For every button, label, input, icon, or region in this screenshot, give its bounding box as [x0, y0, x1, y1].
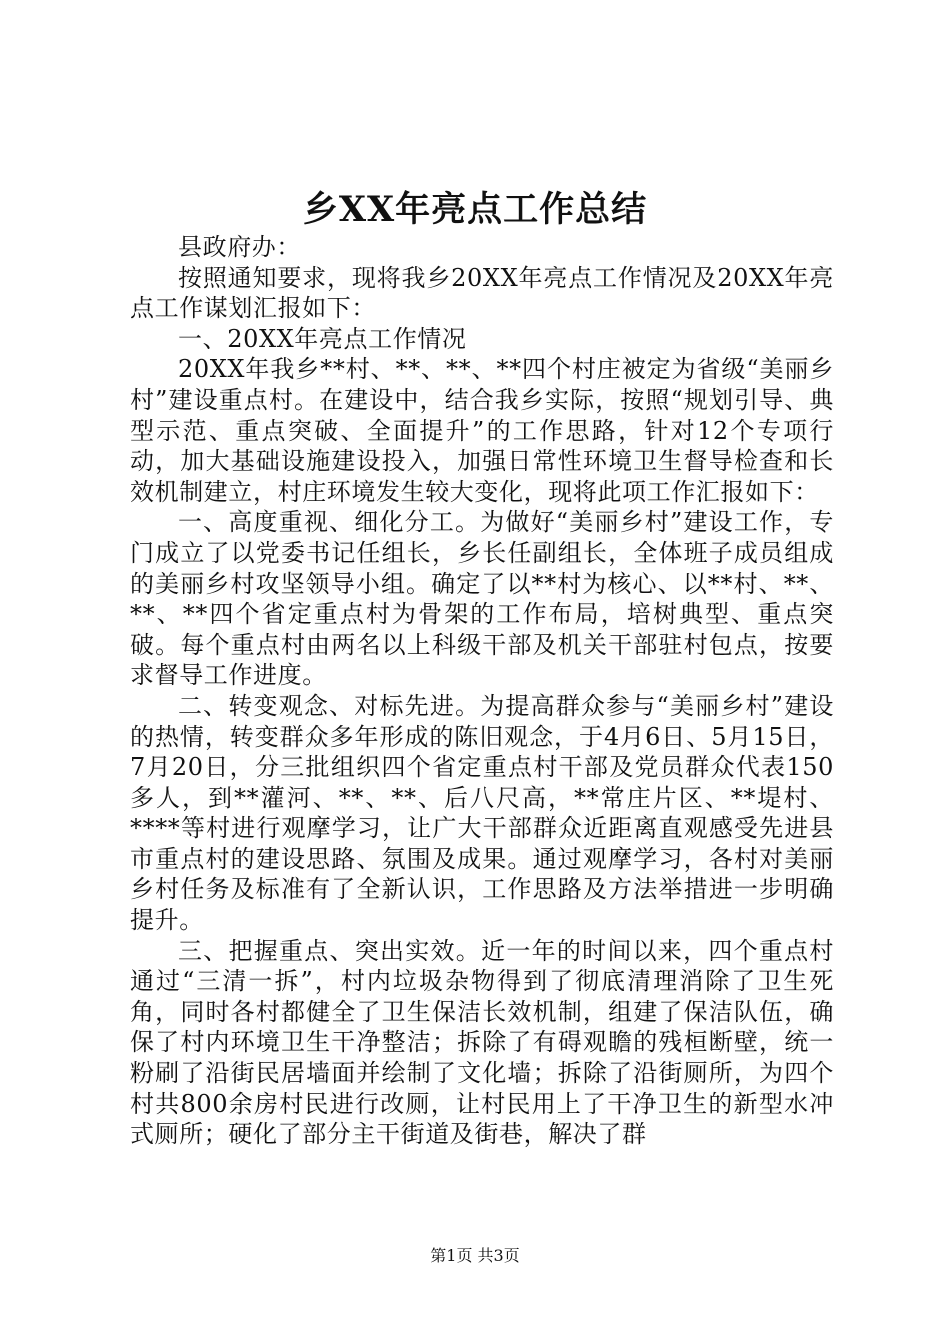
body-paragraph: 一、高度重视、细化分工。为做好“美丽乡村”建设工作，专门成立了以党委书记任组长，乡长任副组长，全体班子成员组成的美丽乡村攻坚领导小组。确定了以**村为核心、以**村、**、**、**四个省定重点村为骨架的工作布局，培树典型、重点突破。每个重点村由两名以上科级干部及机关干部驻村包点，按要求督导工作进度。: [130, 508, 834, 690]
body-paragraph: 三、把握重点、突出实效。近一年的时间以来，四个重点村通过“三清一拆”，村内垃圾杂物得到了彻底清理消除了卫生死角，同时各村都健全了卫生保洁长效机制，组建了保洁队伍，确保了村内环境卫生干净整洁；拆除了有碍观瞻的残桓断壁，统一粉刷了沿街民居墙面并绘制了文化墙；拆除了沿街厕所，为四个村共800余房村民进行改厕，让村民用上了干净卫生的新型水冲式厕所；硬化了部分主干街道及街巷，解决了群: [130, 936, 834, 1149]
document-body: [130, 232, 834, 1150]
body-paragraph: 20XX年我乡**村、**、**、**四个村庄被定为省级“美丽乡村”建设重点村。在建设中，结合我乡实际，按照“规划引导、典型示范、重点突破、全面提升”的工作思路，针对12个专项行动，加大基础设施建设投入，加强日常性环境卫生督导检查和长效机制建立，村庄环境发生较大变化，现将此项工作汇报如下：: [130, 355, 834, 506]
page-number: 第1页 共3页: [430, 1246, 520, 1265]
section-heading: 一、20XX年亮点工作情况: [178, 324, 467, 353]
body-paragraph: 二、转变观念、对标先进。为提高群众参与“美丽乡村”建设的热情，转变群众多年形成的陈旧观念，于4月6日、5月15日，7月20日，分三批组织四个省定重点村干部及党员群众代表150多人，到**灌河、**、**、后八尺高，**常庄片区、**堤村、****等村进行观摩学习，让广大干部群众近距离直观感受先进县市重点村的建设思路、氛围及成果。通过观摩学习，各村对美丽乡村任务及标准有了全新认识，工作思路及方法举措进一步明确提升。: [130, 691, 834, 935]
intro-paragraph: 按照通知要求，现将我乡20XX年亮点工作情况及20XX年亮点工作谋划汇报如下：: [130, 263, 834, 323]
document-title: 乡XX年亮点工作总结: [302, 189, 648, 230]
salutation: 县政府办：: [178, 233, 301, 261]
